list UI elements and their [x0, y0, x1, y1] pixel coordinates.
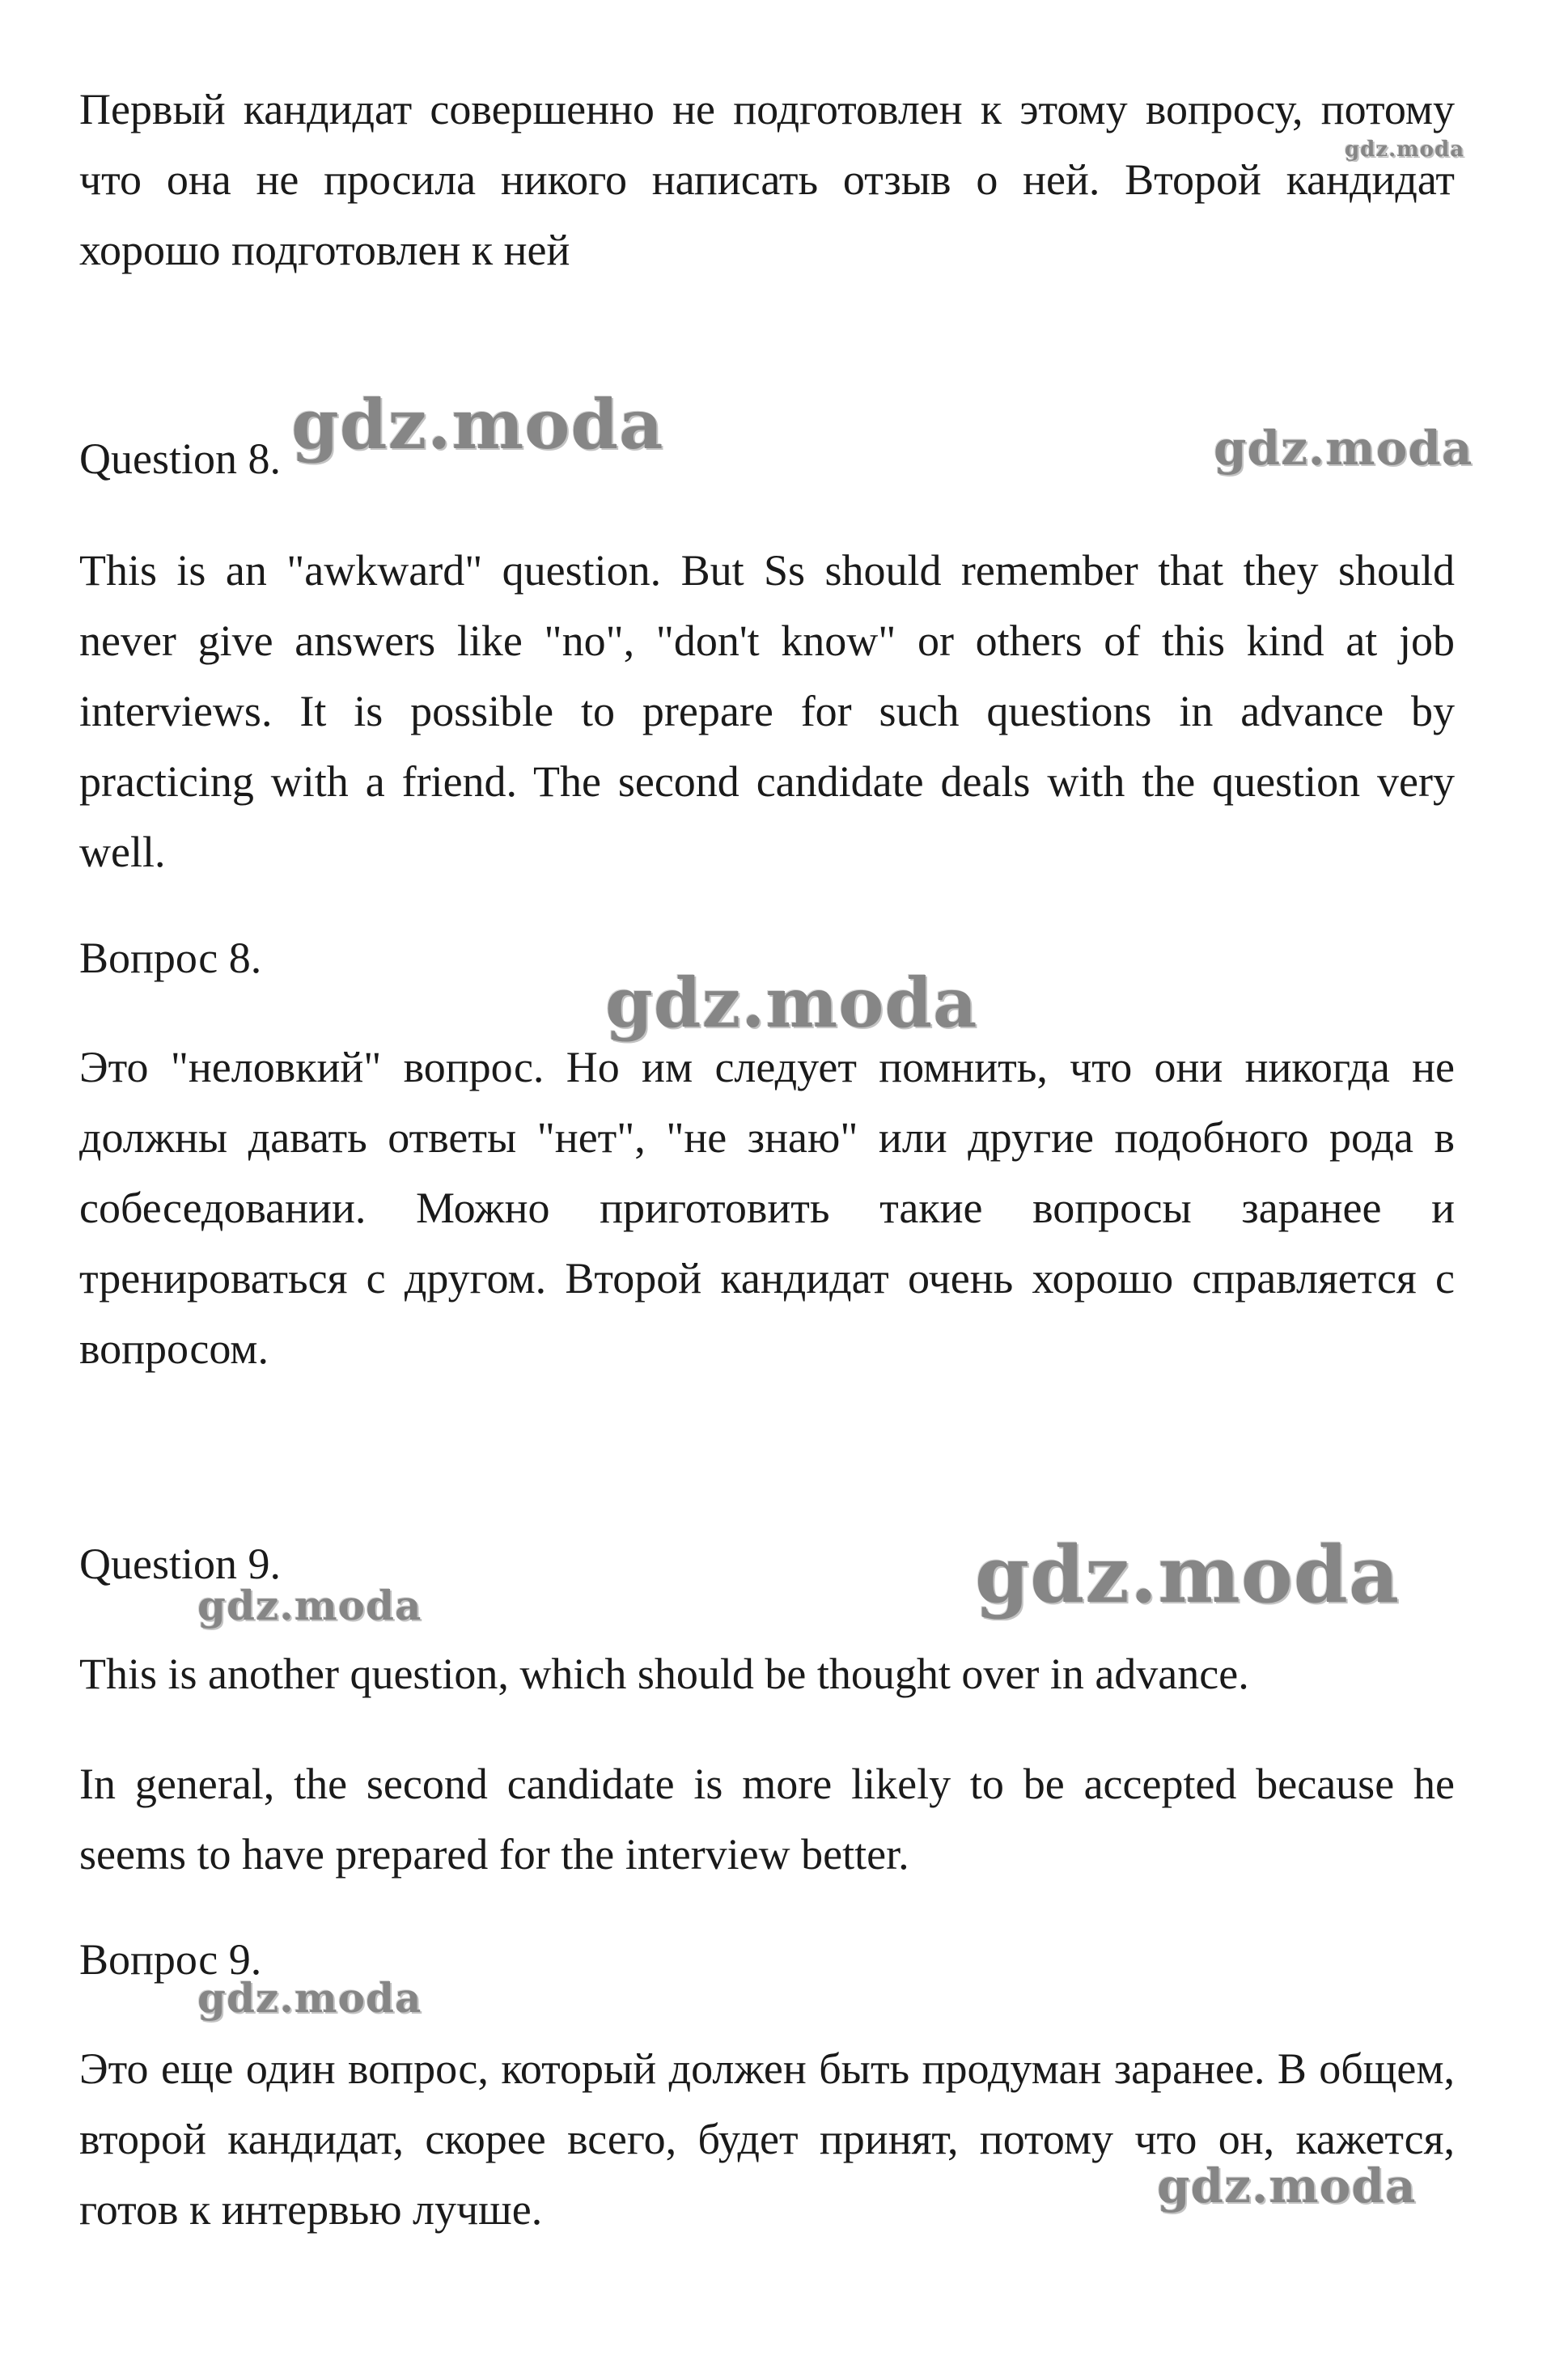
- watermark-logo: gdz.moda: [975, 1529, 1401, 1620]
- vopros-8-paragraph-ru: Это "неловкий" вопрос. Но им следует помнить, что они никогда не должны давать ответы "нет", "не знаю" или другие подобного рода в собеседовании. Можно приготовить такие вопросы заранее и тренироваться с другом. Второй кандидат очень хорошо справляется с вопросом.: [79, 1043, 1455, 1373]
- question-9-paragraph-en-2: In general, the second candidate is more likely to be accepted because he seems to have prepared for the interview better.: [79, 1760, 1455, 1879]
- watermark-logo: gdz.moda: [605, 963, 978, 1043]
- watermark-logo: gdz.moda: [1157, 2158, 1417, 2213]
- watermark-logo: gdz.moda: [197, 1974, 422, 2022]
- vopros-9-paragraph-ru: Это еще один вопрос, который должен быть продуман заранее. В общем, второй кандидат, скорее всего, будет принят, потому что он, кажется, готов к интервью лучше.: [79, 2044, 1455, 2234]
- question-8-heading: Question 8.: [79, 434, 281, 483]
- vopros-8-heading: Вопрос 8.: [79, 934, 262, 982]
- question-9-paragraph-en-1: This is another question, which should be thought over in advance.: [79, 1650, 1249, 1698]
- intro-paragraph-ru: Первый кандидат совершенно не подготовлен к этому вопросу, потому что она не просила никого написать отзыв о ней. Второй кандидат хорошо подготовлен к ней: [79, 85, 1455, 274]
- watermark-logo: gdz.moda: [197, 1582, 422, 1629]
- question-8-paragraph-en: This is an "awkward" question. But Ss should remember that they should never give answers like "no", "don't know" or others of this kind at job interviews. It is possible to prepare for such questions in advance by practicing with a friend. The second candidate deals with the question very well.: [79, 546, 1455, 876]
- watermark-logo: gdz.moda: [291, 384, 664, 464]
- question-9-heading: Question 9.: [79, 1540, 281, 1588]
- watermark-logo: gdz.moda: [1345, 138, 1465, 162]
- vopros-9-heading: Вопрос 9.: [79, 1935, 262, 1984]
- watermark-logo: gdz.moda: [1214, 421, 1473, 476]
